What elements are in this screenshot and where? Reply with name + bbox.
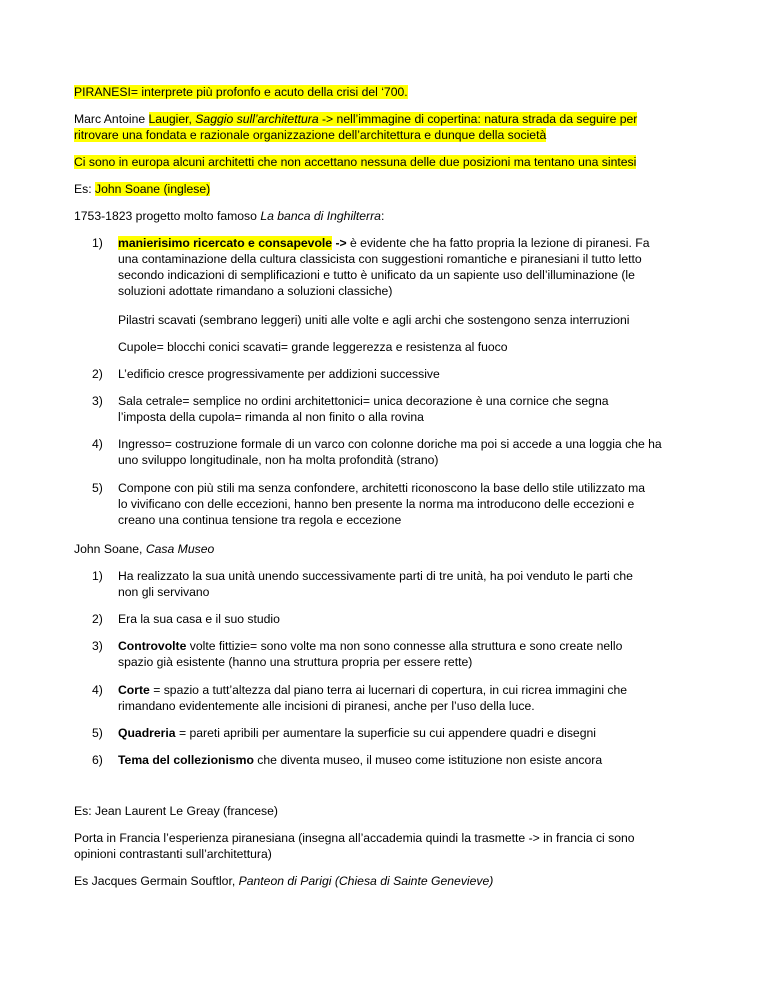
title-italic: La banca di Inghilterra — [260, 209, 381, 223]
paragraph-laugier-line2 — [74, 127, 704, 143]
title-italic: Panteon di Parigi (Chiesa di Sainte Genevieve) — [238, 874, 494, 888]
paragraph-francia-line2: opinioni contrastanti sull’architettura) — [74, 847, 272, 861]
paragraph-soufflot: Es Jacques Germain Souftlor, Panteon di Parigi (Chiesa di Sainte Genevieve) — [74, 874, 494, 888]
highlight: Laugier, Saggio sull’architettura -> nell’immagine di copertina: natura strada da seguire per — [148, 112, 638, 126]
list-subparagraph: Cupole= blocchi conici scavati= grande leggerezza e resistenza al fuoco — [118, 340, 508, 354]
list-subparagraph: Pilastri scavati (sembrano leggeri) uniti alle volte e agli archi che sostengono senza interruzioni — [118, 313, 630, 327]
highlight: John Soane (inglese) — [95, 182, 211, 196]
paragraph-le-greay: Es: Jean Laurent Le Greay (francese) — [74, 804, 278, 818]
paragraph-laugier: Marc Antoine Laugier, Saggio sull’architettura -> nell’immagine di copertina: natura strada da seguire per — [74, 112, 638, 126]
paragraph-casa-museo: John Soane, Casa Museo — [74, 542, 215, 556]
paragraph-es-soane: Es: John Soane (inglese) — [74, 182, 211, 196]
paragraph-piranesi — [74, 84, 704, 100]
highlight: ritrovare una fondata e razionale organizzazione dell’architettura e dunque della società — [74, 128, 547, 142]
highlight: Ci sono in europa alcuni architetti che non accettano nessuna delle due posizioni ma tentano una sintesi — [74, 155, 637, 169]
highlight: manierisimo ricercato e consapevole — [118, 236, 333, 250]
highlight: PIRANESI= interprete più profonfo e acuto della crisi del ‘700. — [74, 85, 408, 99]
title-italic: Casa Museo — [145, 542, 215, 556]
paragraph-sintesi — [74, 154, 704, 170]
title-italic: Saggio sull’architettura — [195, 112, 319, 126]
paragraph-banca: 1753-1823 progetto molto famoso La banca di Inghilterra: — [74, 209, 385, 223]
paragraph-francia: Porta in Francia l’esperienza piranesiana (insegna all’accademia quindi la trasmette -> in francia ci sono — [74, 831, 635, 845]
